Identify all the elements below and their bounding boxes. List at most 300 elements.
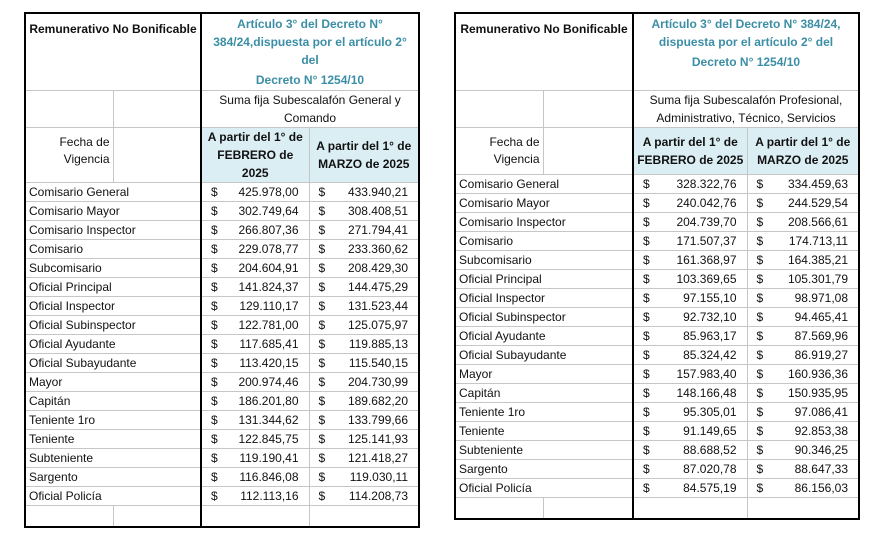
- amount-febrero-cell: [633, 194, 747, 213]
- amount-febrero-cell: [633, 441, 747, 460]
- grado-cell: Oficial Ayudante: [455, 327, 633, 346]
- amount-value: 204.730,99: [347, 375, 408, 389]
- amount-value: 302.749,64: [238, 204, 299, 218]
- grado-cell: Teniente 1ro: [25, 411, 201, 430]
- grado-cell: Subteniente: [455, 441, 633, 460]
- grado-cell: Oficial Subinspector: [25, 316, 201, 335]
- blank-cell: [25, 91, 113, 128]
- amount-febrero-cell: [633, 403, 747, 422]
- table-row: [25, 487, 419, 506]
- table-row: [25, 297, 419, 316]
- amount-value: 131.344,62: [238, 413, 299, 427]
- table-row: [25, 221, 419, 240]
- amount-value: 161.368,97: [676, 253, 737, 267]
- amount-value: 204.739,70: [676, 215, 737, 229]
- amount-febrero-cell: [201, 335, 309, 354]
- amount-febrero-cell: [201, 183, 309, 202]
- amount-value: 308.408,51: [347, 204, 408, 218]
- currency-symbol: $: [756, 272, 764, 286]
- currency-symbol: $: [211, 280, 218, 294]
- amount-febrero-cell: [201, 221, 309, 240]
- blank-cell: [113, 506, 201, 528]
- amount-marzo-cell: [309, 316, 419, 335]
- blank-cell: [25, 506, 113, 528]
- header-fecha-text: Fecha de Vigencia: [59, 135, 110, 166]
- header-fecha-vigencia: [489, 128, 633, 175]
- amount-febrero-cell: [633, 251, 747, 270]
- amount-value: 94.465,41: [794, 310, 848, 324]
- blank-cell: [455, 91, 543, 128]
- currency-symbol: $: [318, 394, 326, 408]
- table-row: [455, 194, 859, 213]
- blank-cell: [113, 91, 201, 128]
- amount-marzo-cell: [747, 479, 859, 498]
- currency-symbol: $: [643, 481, 650, 495]
- amount-value: 122.845,75: [238, 432, 299, 446]
- amount-value: 119.190,41: [239, 451, 299, 465]
- amount-value: 97.086,41: [794, 405, 848, 419]
- right-salary-table: [454, 12, 860, 520]
- header-suma-fija: Suma fija Subescalafón Profesional, Administrativo, Técnico, Servicios: [633, 91, 859, 128]
- amount-marzo-cell: [747, 270, 859, 289]
- column-header-febrero: A partir del 1° de FEBRERO de 2025: [201, 128, 309, 183]
- amount-febrero-cell: [633, 213, 747, 232]
- currency-symbol: $: [756, 196, 764, 210]
- grado-cell: Comisario: [25, 240, 201, 259]
- table-row: [25, 373, 419, 392]
- amount-febrero-cell: [201, 240, 309, 259]
- currency-symbol: $: [211, 204, 218, 218]
- column-header-marzo: A partir del 1° de MARZO de 2025: [747, 128, 859, 175]
- amount-value: 171.507,37: [676, 234, 737, 248]
- amount-value: 113.420,15: [239, 356, 299, 370]
- amount-value: 229.078,77: [238, 242, 299, 256]
- table-row: [455, 479, 859, 498]
- currency-symbol: $: [756, 291, 764, 305]
- table-row: [455, 384, 859, 403]
- table-row: [455, 270, 859, 289]
- amount-value: 200.974,46: [238, 375, 299, 389]
- currency-symbol: $: [211, 223, 218, 237]
- currency-symbol: $: [643, 424, 650, 438]
- amount-marzo-cell: [747, 441, 859, 460]
- amount-value: 189.682,20: [347, 394, 408, 408]
- amount-febrero-cell: [201, 354, 309, 373]
- amount-value: 328.322,76: [676, 177, 737, 191]
- header-articulo: [201, 13, 419, 91]
- amount-value: 85.963,17: [683, 329, 737, 343]
- grado-cell: Oficial Subayudante: [25, 354, 201, 373]
- currency-symbol: $: [211, 432, 218, 446]
- currency-symbol: $: [318, 470, 326, 484]
- currency-symbol: $: [643, 234, 650, 248]
- grado-cell: Oficial Policía: [455, 479, 633, 498]
- table-row: [455, 213, 859, 232]
- amount-value: 433.940,21: [347, 185, 408, 199]
- grado-cell: Oficial Inspector: [455, 289, 633, 308]
- header-remunerativo: Remunerativo No Bonificable: [455, 13, 633, 91]
- currency-symbol: $: [318, 185, 326, 199]
- amount-value: 91.149,65: [683, 424, 737, 438]
- amount-value: 204.604,91: [238, 261, 299, 275]
- amount-marzo-cell: [747, 194, 859, 213]
- amount-marzo-cell: [747, 346, 859, 365]
- amount-febrero-cell: [201, 373, 309, 392]
- currency-symbol: $: [211, 413, 218, 427]
- amount-febrero-cell: [201, 316, 309, 335]
- blank-cell: [309, 506, 419, 528]
- left-salary-table: [24, 12, 420, 528]
- amount-value: 244.529,54: [787, 196, 848, 210]
- amount-febrero-cell: [201, 202, 309, 221]
- right-table-body: [455, 175, 859, 498]
- amount-value: 208.566,61: [787, 215, 848, 229]
- amount-marzo-cell: [747, 384, 859, 403]
- amount-febrero-cell: [633, 327, 747, 346]
- amount-febrero-cell: [201, 411, 309, 430]
- header-articulo: [633, 13, 859, 91]
- left-grid: [24, 12, 420, 528]
- amount-marzo-cell: [309, 411, 419, 430]
- grado-cell: Oficial Principal: [455, 270, 633, 289]
- table-row: [455, 422, 859, 441]
- table-row: [25, 316, 419, 335]
- header-articulo-line1: Artículo 3° del Decreto N° 384/24,dispuesta por el artículo 2° del: [213, 17, 407, 67]
- amount-value: 92.853,38: [794, 424, 848, 438]
- amount-value: 133.799,66: [347, 413, 408, 427]
- grado-cell: Comisario General: [455, 175, 633, 194]
- amount-marzo-cell: [747, 460, 859, 479]
- currency-symbol: $: [211, 375, 218, 389]
- currency-symbol: $: [756, 405, 764, 419]
- table-row: [455, 308, 859, 327]
- amount-marzo-cell: [309, 202, 419, 221]
- amount-value: 86.156,03: [794, 481, 848, 495]
- currency-symbol: $: [211, 451, 218, 465]
- amount-value: 157.983,40: [676, 367, 737, 381]
- currency-symbol: $: [318, 299, 326, 313]
- table-row: [455, 460, 859, 479]
- grado-cell: Teniente 1ro: [455, 403, 633, 422]
- table-row: [25, 278, 419, 297]
- table-row: [25, 411, 419, 430]
- currency-symbol: $: [211, 356, 218, 370]
- blank-cell: [543, 91, 633, 128]
- amount-febrero-cell: [633, 384, 747, 403]
- table-row: [25, 449, 419, 468]
- amount-marzo-cell: [309, 487, 419, 506]
- amount-value: 121.418,27: [347, 451, 408, 465]
- amount-febrero-cell: [201, 392, 309, 411]
- amount-marzo-cell: [309, 354, 419, 373]
- currency-symbol: $: [643, 405, 650, 419]
- currency-symbol: $: [318, 242, 326, 256]
- amount-febrero-cell: [201, 468, 309, 487]
- grado-cell: Capitán: [455, 384, 633, 403]
- amount-marzo-cell: [747, 175, 859, 194]
- blank-cell: [747, 498, 859, 520]
- amount-value: 174.713,11: [788, 234, 848, 248]
- currency-symbol: $: [756, 177, 764, 191]
- amount-marzo-cell: [747, 365, 859, 384]
- amount-marzo-cell: [309, 278, 419, 297]
- currency-symbol: $: [318, 318, 326, 332]
- currency-symbol: $: [211, 470, 218, 484]
- amount-marzo-cell: [309, 221, 419, 240]
- currency-symbol: $: [318, 413, 326, 427]
- amount-febrero-cell: [201, 259, 309, 278]
- currency-symbol: $: [756, 424, 764, 438]
- amount-value: 150.935,95: [787, 386, 848, 400]
- grado-cell: Oficial Ayudante: [25, 335, 201, 354]
- header-suma-fija: Suma fija Subescalafón General y Comando: [201, 91, 419, 128]
- amount-value: 141.824,37: [238, 280, 299, 294]
- amount-febrero-cell: [201, 297, 309, 316]
- currency-symbol: $: [643, 348, 650, 362]
- right-grid: [454, 12, 860, 520]
- amount-value: 125.075,97: [347, 318, 408, 332]
- amount-value: 129.110,17: [239, 299, 299, 313]
- amount-value: 119.885,13: [348, 337, 408, 351]
- amount-febrero-cell: [633, 346, 747, 365]
- grado-cell: Subteniente: [25, 449, 201, 468]
- currency-symbol: $: [318, 432, 326, 446]
- currency-symbol: $: [643, 272, 650, 286]
- grado-cell: Comisario Inspector: [25, 221, 201, 240]
- blank-cell: [455, 498, 543, 520]
- amount-febrero-cell: [633, 460, 747, 479]
- header-remunerativo: Remunerativo No Bonificable: [25, 13, 201, 91]
- header-articulo-line2: Decreto N° 1254/10: [691, 55, 801, 69]
- grado-cell: Oficial Subayudante: [455, 346, 633, 365]
- amount-marzo-cell: [747, 308, 859, 327]
- amount-febrero-cell: [633, 365, 747, 384]
- grado-cell: Mayor: [455, 365, 633, 384]
- amount-value: 87.569,96: [794, 329, 848, 343]
- table-row: [25, 240, 419, 259]
- currency-symbol: $: [756, 367, 764, 381]
- currency-symbol: $: [211, 185, 218, 199]
- amount-value: 87.020,78: [683, 462, 737, 476]
- currency-symbol: $: [643, 367, 650, 381]
- amount-value: 266.807,36: [238, 223, 299, 237]
- amount-febrero-cell: [201, 449, 309, 468]
- amount-marzo-cell: [309, 392, 419, 411]
- amount-febrero-cell: [633, 422, 747, 441]
- amount-value: 122.781,00: [238, 318, 299, 332]
- amount-febrero-cell: [633, 308, 747, 327]
- currency-symbol: $: [318, 451, 326, 465]
- grado-cell: Subcomisario: [25, 259, 201, 278]
- grado-cell: Comisario Mayor: [455, 194, 633, 213]
- currency-symbol: $: [211, 318, 218, 332]
- amount-febrero-cell: [633, 270, 747, 289]
- currency-symbol: $: [643, 329, 650, 343]
- currency-symbol: $: [643, 196, 650, 210]
- currency-symbol: $: [756, 215, 764, 229]
- amount-value: 95.305,01: [683, 405, 737, 419]
- amount-value: 114.208,73: [348, 489, 408, 503]
- table-row: [455, 175, 859, 194]
- amount-marzo-cell: [309, 259, 419, 278]
- blank-cell: [201, 506, 309, 528]
- grado-cell: Comisario: [455, 232, 633, 251]
- currency-symbol: $: [211, 242, 218, 256]
- table-row: [455, 327, 859, 346]
- table-row: [455, 251, 859, 270]
- amount-value: 334.459,63: [787, 177, 848, 191]
- blank-cell: [543, 498, 633, 520]
- amount-value: 85.324,42: [683, 348, 737, 362]
- grado-cell: Capitán: [25, 392, 201, 411]
- currency-symbol: $: [318, 204, 326, 218]
- table-row: [25, 202, 419, 221]
- table-row: [25, 354, 419, 373]
- amount-value: 233.360,62: [347, 242, 408, 256]
- amount-value: 84.575,19: [683, 481, 737, 495]
- table-row: [455, 232, 859, 251]
- grado-cell: Sargento: [455, 460, 633, 479]
- grado-cell: Teniente: [25, 430, 201, 449]
- amount-value: 98.971,08: [794, 291, 848, 305]
- amount-value: 425.978,00: [238, 185, 299, 199]
- amount-marzo-cell: [747, 422, 859, 441]
- grado-cell: Comisario General: [25, 183, 201, 202]
- amount-marzo-cell: [747, 251, 859, 270]
- amount-marzo-cell: [309, 335, 419, 354]
- amount-value: 125.141,93: [347, 432, 408, 446]
- table-row: [455, 403, 859, 422]
- amount-marzo-cell: [309, 373, 419, 392]
- currency-symbol: $: [643, 443, 650, 457]
- amount-value: 271.794,41: [347, 223, 408, 237]
- amount-value: 164.385,21: [787, 253, 848, 267]
- amount-febrero-cell: [201, 278, 309, 297]
- grado-cell: Teniente: [455, 422, 633, 441]
- amount-value: 186.201,80: [238, 394, 299, 408]
- currency-symbol: $: [643, 177, 650, 191]
- amount-febrero-cell: [633, 289, 747, 308]
- currency-symbol: $: [211, 261, 218, 275]
- amount-value: 160.936,36: [787, 367, 848, 381]
- amount-marzo-cell: [747, 327, 859, 346]
- currency-symbol: $: [211, 299, 218, 313]
- currency-symbol: $: [643, 310, 650, 324]
- currency-symbol: $: [756, 253, 764, 267]
- header-fecha-vigencia: [59, 128, 201, 183]
- amount-value: 105.301,79: [787, 272, 848, 286]
- amount-marzo-cell: [309, 449, 419, 468]
- amount-marzo-cell: [747, 213, 859, 232]
- amount-value: 117.685,41: [239, 337, 299, 351]
- currency-symbol: $: [756, 481, 764, 495]
- amount-marzo-cell: [747, 289, 859, 308]
- amount-value: 116.846,08: [239, 470, 299, 484]
- blank-cell: [633, 498, 747, 520]
- currency-symbol: $: [756, 386, 764, 400]
- currency-symbol: $: [318, 223, 326, 237]
- amount-value: 90.346,25: [794, 443, 848, 457]
- amount-value: 86.919,27: [794, 348, 848, 362]
- grado-cell: Oficial Policía: [25, 487, 201, 506]
- amount-marzo-cell: [309, 468, 419, 487]
- column-header-marzo: A partir del 1° de MARZO de 2025: [309, 128, 419, 183]
- currency-symbol: $: [643, 215, 650, 229]
- table-row: [25, 183, 419, 202]
- amount-value: 92.732,10: [683, 310, 737, 324]
- amount-febrero-cell: [633, 232, 747, 251]
- currency-symbol: $: [318, 489, 326, 503]
- amount-value: 208.429,30: [347, 261, 408, 275]
- amount-value: 112.113,16: [240, 489, 299, 503]
- table-row: [455, 289, 859, 308]
- currency-symbol: $: [211, 394, 218, 408]
- amount-value: 119.030,11: [349, 470, 408, 484]
- table-row: [25, 430, 419, 449]
- table-row: [25, 335, 419, 354]
- currency-symbol: $: [756, 443, 764, 457]
- amount-marzo-cell: [309, 183, 419, 202]
- currency-symbol: $: [756, 234, 764, 248]
- amount-value: 88.688,52: [683, 443, 737, 457]
- amount-marzo-cell: [309, 240, 419, 259]
- currency-symbol: $: [318, 280, 326, 294]
- currency-symbol: $: [756, 348, 764, 362]
- currency-symbol: $: [211, 337, 218, 351]
- amount-value: 144.475,29: [347, 280, 408, 294]
- amount-value: 115.540,15: [348, 356, 408, 370]
- grado-cell: Sargento: [25, 468, 201, 487]
- table-row: [455, 441, 859, 460]
- amount-value: 97.155,10: [683, 291, 737, 305]
- amount-marzo-cell: [747, 403, 859, 422]
- amount-value: 103.369,65: [676, 272, 737, 286]
- currency-symbol: $: [318, 375, 326, 389]
- amount-value: 131.523,44: [347, 299, 408, 313]
- grado-cell: Comisario Mayor: [25, 202, 201, 221]
- amount-febrero-cell: [201, 487, 309, 506]
- left-table-body: [25, 183, 419, 506]
- table-row: [455, 365, 859, 384]
- grado-cell: Subcomisario: [455, 251, 633, 270]
- currency-symbol: $: [643, 462, 650, 476]
- currency-symbol: $: [756, 310, 764, 324]
- currency-symbol: $: [643, 253, 650, 267]
- table-row: [455, 346, 859, 365]
- currency-symbol: $: [643, 386, 650, 400]
- header-articulo-line2: Decreto N° 1254/10: [255, 73, 365, 87]
- amount-marzo-cell: [309, 297, 419, 316]
- amount-value: 148.166,48: [676, 386, 737, 400]
- amount-marzo-cell: [747, 232, 859, 251]
- amount-febrero-cell: [633, 479, 747, 498]
- currency-symbol: $: [318, 261, 326, 275]
- header-articulo-line1: Artículo 3° del Decreto N° 384/24, dispuesta por el artículo 2° del: [651, 17, 841, 49]
- amount-febrero-cell: [201, 430, 309, 449]
- currency-symbol: $: [643, 291, 650, 305]
- grado-cell: Mayor: [25, 373, 201, 392]
- currency-symbol: $: [211, 489, 218, 503]
- table-row: [25, 259, 419, 278]
- grado-cell: Oficial Inspector: [25, 297, 201, 316]
- currency-symbol: $: [318, 337, 326, 351]
- grado-cell: Comisario Inspector: [455, 213, 633, 232]
- grado-cell: Oficial Principal: [25, 278, 201, 297]
- amount-value: 88.647,33: [794, 462, 848, 476]
- currency-symbol: $: [318, 356, 326, 370]
- amount-value: 240.042,76: [676, 196, 737, 210]
- table-row: [25, 392, 419, 411]
